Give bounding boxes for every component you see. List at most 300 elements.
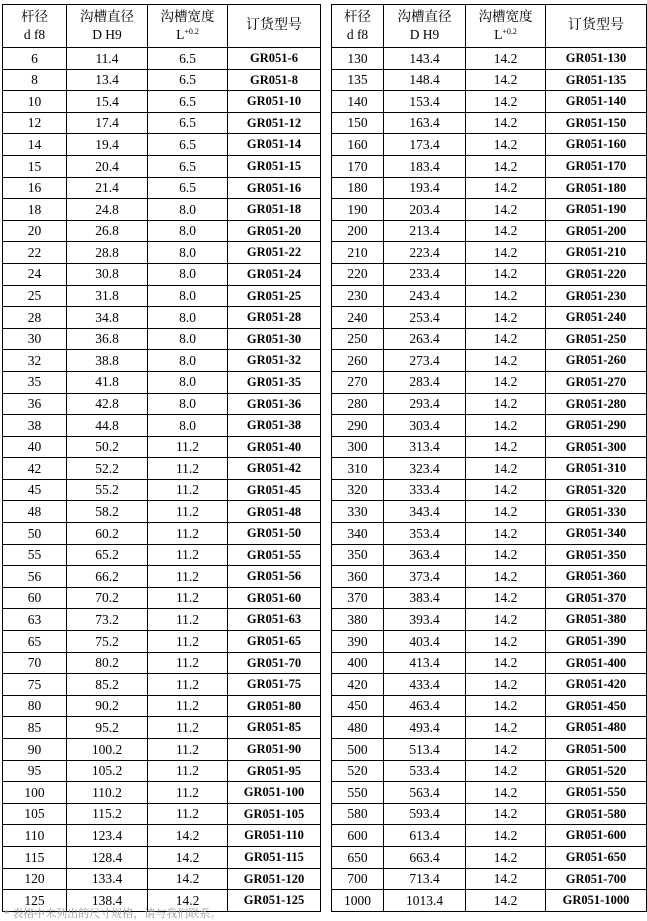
groove-diameter-cell: 333.4 [384,479,466,501]
groove-diameter-cell: 153.4 [384,91,466,113]
table-row [3,501,321,523]
rod-diameter-cell: 300 [332,436,384,458]
groove-width-cell: 14.2 [466,717,546,739]
rod-diameter-cell: 100 [3,782,67,804]
rod-diameter-cell: 14 [3,134,67,156]
rod-diameter-cell: 140 [332,91,384,113]
rod-diameter-cell: 320 [332,479,384,501]
groove-width-cell: 14.2 [466,350,546,372]
groove-width-cell: 14.2 [466,112,546,134]
order-number-cell: GR051-190 [546,199,647,221]
order-number-cell: GR051-550 [546,782,647,804]
order-number-cell: GR051-370 [546,587,647,609]
order-number-cell: GR051-180 [546,177,647,199]
rod-diameter-cell: 20 [3,220,67,242]
groove-diameter-cell: 19.4 [67,134,148,156]
groove-diameter-cell: 28.8 [67,242,148,264]
groove-diameter-cell: 15.4 [67,91,148,113]
rod-diameter-cell: 520 [332,760,384,782]
groove-diameter-cell: 41.8 [67,371,148,393]
rod-diameter-cell: 180 [332,177,384,199]
table-row [332,609,647,631]
rod-diameter-cell: 6 [3,48,67,70]
groove-diameter-cell: 513.4 [384,739,466,761]
size-table-right [331,4,647,912]
size-table-right-body [332,5,647,912]
groove-diameter-cell: 38.8 [67,350,148,372]
rod-diameter-cell: 38 [3,415,67,437]
groove-width-cell: 14.2 [466,846,546,868]
groove-diameter-cell: 243.4 [384,285,466,307]
table-row [332,199,647,221]
rod-diameter-cell: 15 [3,155,67,177]
table-row [332,220,647,242]
rod-diameter-cell: 48 [3,501,67,523]
table-row [332,652,647,674]
order-number-header: 订货型号 [228,5,321,48]
groove-width-cell: 14.2 [148,825,228,847]
groove-width-header: 沟槽宽度 $L^{+0.2}$ [466,5,546,48]
groove-diameter-cell: 128.4 [67,846,148,868]
rod-diameter-cell: 40 [3,436,67,458]
groove-diameter-cell: 373.4 [384,566,466,588]
table-row [332,523,647,545]
rod-diameter-cell: 500 [332,739,384,761]
rod-diameter-cell: 250 [332,328,384,350]
groove-width-cell: 11.2 [148,760,228,782]
order-number-cell: GR051-600 [546,825,647,847]
table-row [3,285,321,307]
table-row [332,782,647,804]
size-table-left-body [3,5,321,912]
order-number-cell: GR051-32 [228,350,321,372]
rod-diameter-cell: 65 [3,631,67,653]
table-row [3,112,321,134]
groove-diameter-cell: 138.4 [67,890,148,912]
table-row [3,587,321,609]
groove-width-cell: 8.0 [148,220,228,242]
table-row [3,523,321,545]
table-row [3,199,321,221]
order-number-cell: GR051-48 [228,501,321,523]
rod-diameter-cell: 580 [332,803,384,825]
rod-diameter-cell: 63 [3,609,67,631]
rod-diameter-cell: 190 [332,199,384,221]
table-row [3,803,321,825]
order-number-cell: GR051-22 [228,242,321,264]
table-row [332,890,647,912]
table-row [3,177,321,199]
order-number-cell: GR051-30 [228,328,321,350]
rod-diameter-cell: 60 [3,587,67,609]
groove-width-cell: 14.2 [466,739,546,761]
groove-width-cell: 14.2 [466,134,546,156]
order-number-cell: GR051-250 [546,328,647,350]
order-number-cell: GR051-105 [228,803,321,825]
groove-diameter-cell: 30.8 [67,263,148,285]
groove-diameter-cell: 148.4 [384,69,466,91]
rod-diameter-cell: 120 [3,868,67,890]
table-row [332,544,647,566]
groove-width-cell: 14.2 [466,458,546,480]
groove-width-cell: 14.2 [466,415,546,437]
rod-diameter-cell: 260 [332,350,384,372]
groove-width-cell: 8.0 [148,328,228,350]
groove-width-cell: 11.2 [148,458,228,480]
rod-diameter-cell: 30 [3,328,67,350]
order-number-cell: GR051-100 [228,782,321,804]
groove-diameter-cell: 533.4 [384,760,466,782]
groove-diameter-cell: 343.4 [384,501,466,523]
order-number-cell: GR051-200 [546,220,647,242]
table-row [332,566,647,588]
groove-width-cell: 11.2 [148,566,228,588]
groove-diameter-cell: 663.4 [384,846,466,868]
order-number-cell: GR051-55 [228,544,321,566]
order-number-cell: GR051-38 [228,415,321,437]
table-row [3,717,321,739]
table-row [3,350,321,372]
groove-width-cell: 14.2 [466,609,546,631]
groove-diameter-cell: 105.2 [67,760,148,782]
table-row [3,479,321,501]
order-number-cell: GR051-500 [546,739,647,761]
groove-diameter-cell: 233.4 [384,263,466,285]
groove-width-cell: 14.2 [466,587,546,609]
table-row [3,134,321,156]
order-number-cell: GR051-14 [228,134,321,156]
rod-diameter-cell: 240 [332,307,384,329]
groove-diameter-cell: 493.4 [384,717,466,739]
groove-width-cell: 8.0 [148,285,228,307]
table-row [3,48,321,70]
groove-width-cell: 14.2 [466,199,546,221]
groove-diameter-cell: 115.2 [67,803,148,825]
groove-width-cell: 14.2 [466,674,546,696]
rod-diameter-header: 杆径 d f8 [332,5,384,48]
order-number-cell: GR051-85 [228,717,321,739]
order-number-cell: GR051-115 [228,846,321,868]
order-number-cell: GR051-320 [546,479,647,501]
groove-width-cell: 14.2 [466,501,546,523]
order-number-cell: GR051-15 [228,155,321,177]
table-row [3,652,321,674]
order-number-cell: GR051-450 [546,695,647,717]
groove-width-cell: 8.0 [148,199,228,221]
groove-width-cell: 14.2 [466,242,546,264]
rod-diameter-cell: 330 [332,501,384,523]
table-row [3,825,321,847]
table-row [3,846,321,868]
groove-diameter-cell: 363.4 [384,544,466,566]
order-number-cell: GR051-50 [228,523,321,545]
order-number-cell: GR051-520 [546,760,647,782]
order-number-cell: GR051-260 [546,350,647,372]
groove-diameter-cell: 100.2 [67,739,148,761]
groove-diameter-cell: 393.4 [384,609,466,631]
table-row [3,458,321,480]
rod-diameter-cell: 230 [332,285,384,307]
order-number-cell: GR051-110 [228,825,321,847]
groove-width-cell: 11.2 [148,501,228,523]
order-number-cell: GR051-380 [546,609,647,631]
groove-diameter-cell: 303.4 [384,415,466,437]
groove-diameter-cell: 203.4 [384,199,466,221]
table-row [332,825,647,847]
groove-width-cell: 14.2 [148,890,228,912]
order-number-cell: GR051-310 [546,458,647,480]
order-number-cell: GR051-65 [228,631,321,653]
groove-diameter-cell: 26.8 [67,220,148,242]
groove-width-cell: 6.5 [148,177,228,199]
table-row [332,350,647,372]
table-row [3,760,321,782]
groove-width-cell: 11.2 [148,717,228,739]
rod-diameter-cell: 170 [332,155,384,177]
rod-diameter-cell: 22 [3,242,67,264]
rod-diameter-cell: 56 [3,566,67,588]
groove-width-cell: 14.2 [466,177,546,199]
order-number-cell: GR051-650 [546,846,647,868]
groove-width-cell: 11.2 [148,803,228,825]
groove-width-cell: 14.2 [466,523,546,545]
rod-diameter-cell: 70 [3,652,67,674]
order-number-cell: GR051-36 [228,393,321,415]
table-row [332,587,647,609]
rod-diameter-cell: 18 [3,199,67,221]
groove-width-cell: 14.2 [466,868,546,890]
groove-diameter-cell: 58.2 [67,501,148,523]
order-number-cell: GR051-390 [546,631,647,653]
groove-diameter-cell: 11.4 [67,48,148,70]
order-number-cell: GR051-130 [546,48,647,70]
table-row [3,739,321,761]
order-number-cell: GR051-90 [228,739,321,761]
table-row [332,415,647,437]
table-row [332,760,647,782]
table-row [332,458,647,480]
groove-diameter-cell: 263.4 [384,328,466,350]
order-number-cell: GR051-150 [546,112,647,134]
table-row [332,112,647,134]
groove-width-cell: 14.2 [466,544,546,566]
order-number-cell: GR051-35 [228,371,321,393]
groove-diameter-cell: 183.4 [384,155,466,177]
groove-width-cell: 14.2 [466,566,546,588]
order-number-cell: GR051-16 [228,177,321,199]
rod-diameter-cell: 700 [332,868,384,890]
rod-diameter-cell: 25 [3,285,67,307]
order-number-cell: GR051-300 [546,436,647,458]
rod-diameter-cell: 110 [3,825,67,847]
rod-diameter-cell: 340 [332,523,384,545]
groove-width-cell: 14.2 [466,263,546,285]
groove-width-cell: 14.2 [466,220,546,242]
table-row [3,263,321,285]
groove-diameter-cell: 403.4 [384,631,466,653]
order-number-cell: GR051-135 [546,69,647,91]
groove-diameter-cell: 563.4 [384,782,466,804]
order-number-cell: GR051-140 [546,91,647,113]
order-number-cell: GR051-700 [546,868,647,890]
rod-diameter-cell: 360 [332,566,384,588]
table-row [3,242,321,264]
groove-diameter-cell: 73.2 [67,609,148,631]
order-number-cell: GR051-70 [228,652,321,674]
table-row [3,91,321,113]
table-row [332,91,647,113]
rod-diameter-cell: 10 [3,91,67,113]
order-number-cell: GR051-75 [228,674,321,696]
order-number-cell: GR051-42 [228,458,321,480]
groove-diameter-cell: 65.2 [67,544,148,566]
rod-diameter-cell: 35 [3,371,67,393]
rod-diameter-cell: 36 [3,393,67,415]
table-row [332,631,647,653]
table-row [3,371,321,393]
rod-diameter-cell: 210 [332,242,384,264]
table-row [332,436,647,458]
groove-diameter-cell: 31.8 [67,285,148,307]
table-row [3,393,321,415]
rod-diameter-cell: 12 [3,112,67,134]
order-number-cell: GR051-40 [228,436,321,458]
rod-diameter-cell: 1000 [332,890,384,912]
rod-diameter-cell: 95 [3,760,67,782]
groove-diameter-cell: 123.4 [67,825,148,847]
table-row [3,415,321,437]
table-row [3,631,321,653]
order-number-cell: GR051-20 [228,220,321,242]
table-row [3,609,321,631]
order-number-cell: GR051-160 [546,134,647,156]
table-row [332,695,647,717]
groove-width-cell: 11.2 [148,631,228,653]
rod-diameter-cell: 45 [3,479,67,501]
table-row [332,803,647,825]
groove-width-cell: 14.2 [466,631,546,653]
order-number-cell: GR051-28 [228,307,321,329]
groove-diameter-cell: 133.4 [67,868,148,890]
rod-diameter-cell: 42 [3,458,67,480]
rod-diameter-cell: 220 [332,263,384,285]
table-row [332,242,647,264]
order-number-cell: GR051-350 [546,544,647,566]
groove-width-cell: 14.2 [466,155,546,177]
rod-diameter-cell: 370 [332,587,384,609]
groove-diameter-header: 沟槽直径 D H9 [67,5,148,48]
groove-width-cell: 11.2 [148,544,228,566]
order-number-cell: GR051-12 [228,112,321,134]
groove-diameter-cell: 213.4 [384,220,466,242]
groove-diameter-cell: 70.2 [67,587,148,609]
table-row [332,501,647,523]
rod-diameter-cell: 390 [332,631,384,653]
groove-width-cell: 14.2 [148,868,228,890]
groove-width-cell: 6.5 [148,69,228,91]
table-row [3,674,321,696]
groove-diameter-cell: 13.4 [67,69,148,91]
groove-width-cell: 8.0 [148,415,228,437]
groove-width-cell: 11.2 [148,782,228,804]
rod-diameter-cell: 420 [332,674,384,696]
rod-diameter-cell: 600 [332,825,384,847]
groove-width-cell: 8.0 [148,307,228,329]
groove-diameter-cell: 21.4 [67,177,148,199]
table-row [332,48,647,70]
rod-diameter-cell: 550 [332,782,384,804]
order-number-cell: GR051-1000 [546,890,647,912]
order-number-cell: GR051-63 [228,609,321,631]
groove-diameter-cell: 463.4 [384,695,466,717]
groove-width-cell: 14.2 [466,393,546,415]
order-number-cell: GR051-420 [546,674,647,696]
groove-diameter-cell: 353.4 [384,523,466,545]
groove-width-cell: 8.0 [148,263,228,285]
order-number-cell: GR051-480 [546,717,647,739]
groove-diameter-cell: 173.4 [384,134,466,156]
groove-width-cell: 14.2 [466,782,546,804]
groove-width-cell: 11.2 [148,695,228,717]
order-number-cell: GR051-56 [228,566,321,588]
groove-diameter-cell: 323.4 [384,458,466,480]
order-number-cell: GR051-10 [228,91,321,113]
table-row [332,371,647,393]
rod-diameter-cell: 16 [3,177,67,199]
groove-diameter-cell: 85.2 [67,674,148,696]
groove-width-cell: 6.5 [148,155,228,177]
groove-diameter-cell: 34.8 [67,307,148,329]
rod-diameter-cell: 8 [3,69,67,91]
rod-diameter-cell: 28 [3,307,67,329]
groove-width-cell: 14.2 [466,479,546,501]
order-number-cell: GR051-240 [546,307,647,329]
rod-diameter-cell: 380 [332,609,384,631]
rod-diameter-cell: 135 [332,69,384,91]
rod-diameter-cell: 55 [3,544,67,566]
groove-width-cell: 6.5 [148,112,228,134]
groove-width-cell: 8.0 [148,242,228,264]
table-header-row [3,5,321,48]
rod-diameter-cell: 280 [332,393,384,415]
groove-width-cell: 14.2 [466,91,546,113]
groove-width-cell: 11.2 [148,652,228,674]
groove-diameter-cell: 433.4 [384,674,466,696]
groove-diameter-cell: 273.4 [384,350,466,372]
groove-diameter-cell: 17.4 [67,112,148,134]
groove-width-cell: 11.2 [148,436,228,458]
table-row [332,263,647,285]
order-number-cell: GR051-330 [546,501,647,523]
groove-width-cell: 11.2 [148,674,228,696]
table-row [332,717,647,739]
rod-diameter-cell: 310 [332,458,384,480]
table-row [3,782,321,804]
groove-diameter-cell: 20.4 [67,155,148,177]
groove-width-cell: 8.0 [148,371,228,393]
table-row [3,544,321,566]
groove-diameter-cell: 50.2 [67,436,148,458]
groove-width-cell: 6.5 [148,134,228,156]
order-number-cell: GR051-220 [546,263,647,285]
order-number-cell: GR051-120 [228,868,321,890]
table-row [332,739,647,761]
groove-width-cell: 11.2 [148,739,228,761]
rod-diameter-cell: 350 [332,544,384,566]
groove-diameter-cell: 55.2 [67,479,148,501]
groove-diameter-cell: 42.8 [67,393,148,415]
groove-diameter-cell: 44.8 [67,415,148,437]
